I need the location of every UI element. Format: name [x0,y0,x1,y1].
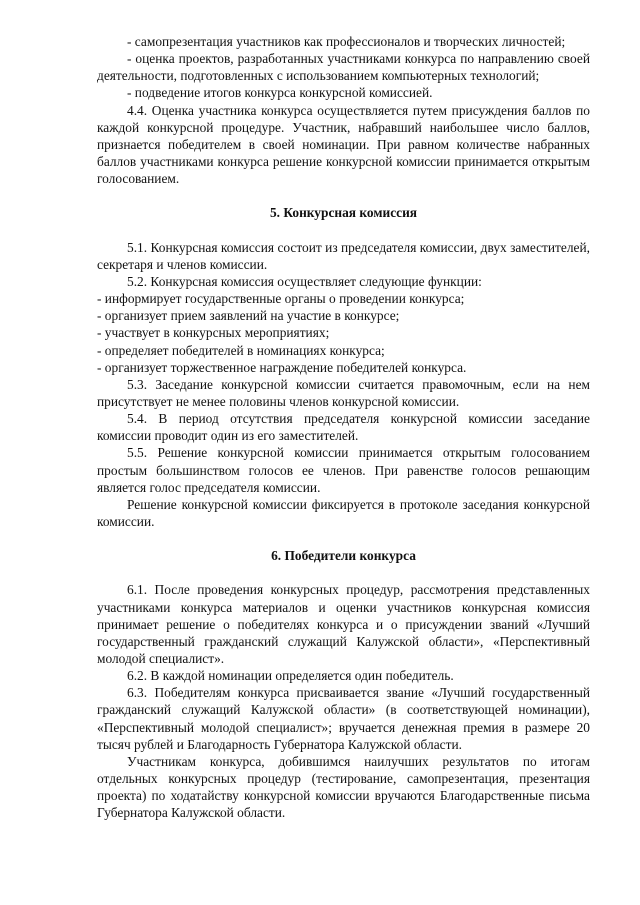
paragraph-4-4: 4.4. Оценка участника конкурса осуществляется путем присуждения баллов по каждой конкурсной процедуре. Участник, набравший наибольшее число баллов, признается победителем в своей номинации. При равном количестве набранных баллов участниками конкурса решение конкурсной комиссии принимается открытым голосованием. [97,102,590,187]
paragraph-6-1: 6.1. После проведения конкурсных процедур, рассмотрения представленных участниками конкурса материалов и оценки участников конкурсная комиссия принимает решение о победителях конкурса и о присуждении званий «Лучший государственный гражданский служащий Калужской области», «Перспективный молодой специалист». [97,582,590,666]
list-item: - информирует государственные органы о проведении конкурса; [97,291,465,307]
list-item: - самопрезентация участников как профессионалов и творческих личностей; [127,34,566,49]
section-6-heading: 6. Победители конкурса [271,548,416,564]
list-item: - оценка проектов, разработанных участниками конкурса по направлению своей деятельности, подготовленных с использованием компьютерных технологий; [97,51,590,84]
paragraph-5-3: 5.3. Заседание конкурсной комиссии считается правомочным, если на нем присутствует не менее половины членов конкурсной комиссии. [97,376,590,409]
list-item: - определяет победителей в номинациях конкурса; [97,342,385,358]
section-5-heading: 5. Конкурсная комиссия [269,205,418,221]
paragraph-5-6: Решение конкурсной комиссии фиксируется в протоколе заседания конкурсной комиссии. [97,496,590,530]
paragraph-6-2: 6.2. В каждой номинации определяется один победитель. [127,668,454,684]
document-body [97,33,590,822]
paragraph-5-5: 5.5. Решение конкурсной комиссии принимается открытым голосованием простым большинством голосов ее членов. При равенстве голосов решающим является голос председателя комиссии. [97,445,590,495]
list-item: - участвует в конкурсных мероприятиях; [97,325,330,341]
paragraph-5-4: 5.4. В период отсутствия председателя конкурсной комиссии заседание комиссии проводит один из его заместителей. [97,411,590,444]
list-item: - организует торжественное награждение победителей конкурса. [97,359,467,375]
paragraph-6-3: 6.3. Победителям конкурса присваивается звание «Лучший государственный гражданский служащий Калужской области» (в соответствующей номинации), «Перспективный молодой специалист»; вручается денежная премия в размере 20 тысяч рублей и Благодарность Губернатора Калужской области. [97,685,590,752]
list-item: - организует прием заявлений на участие в конкурсе; [97,308,400,324]
paragraph-5-2: 5.2. Конкурсная комиссия осуществляет следующие функции: [127,273,482,289]
paragraph-6-4: Участникам конкурса, добившимся наилучших результатов по итогам отдельных конкурсных процедур (тестирование, самопрезентация, презентация проекта) по ходатайству конкурсной комиссии вручаются Благодарственные письма Губернатора Калужской области. [97,753,590,821]
paragraph-5-1: 5.1. Конкурсная комиссия состоит из председателя комиссии, двух заместителей, секретаря и членов комиссии. [97,239,590,272]
list-item: - подведение итогов конкурса конкурсной комиссией. [127,85,433,101]
